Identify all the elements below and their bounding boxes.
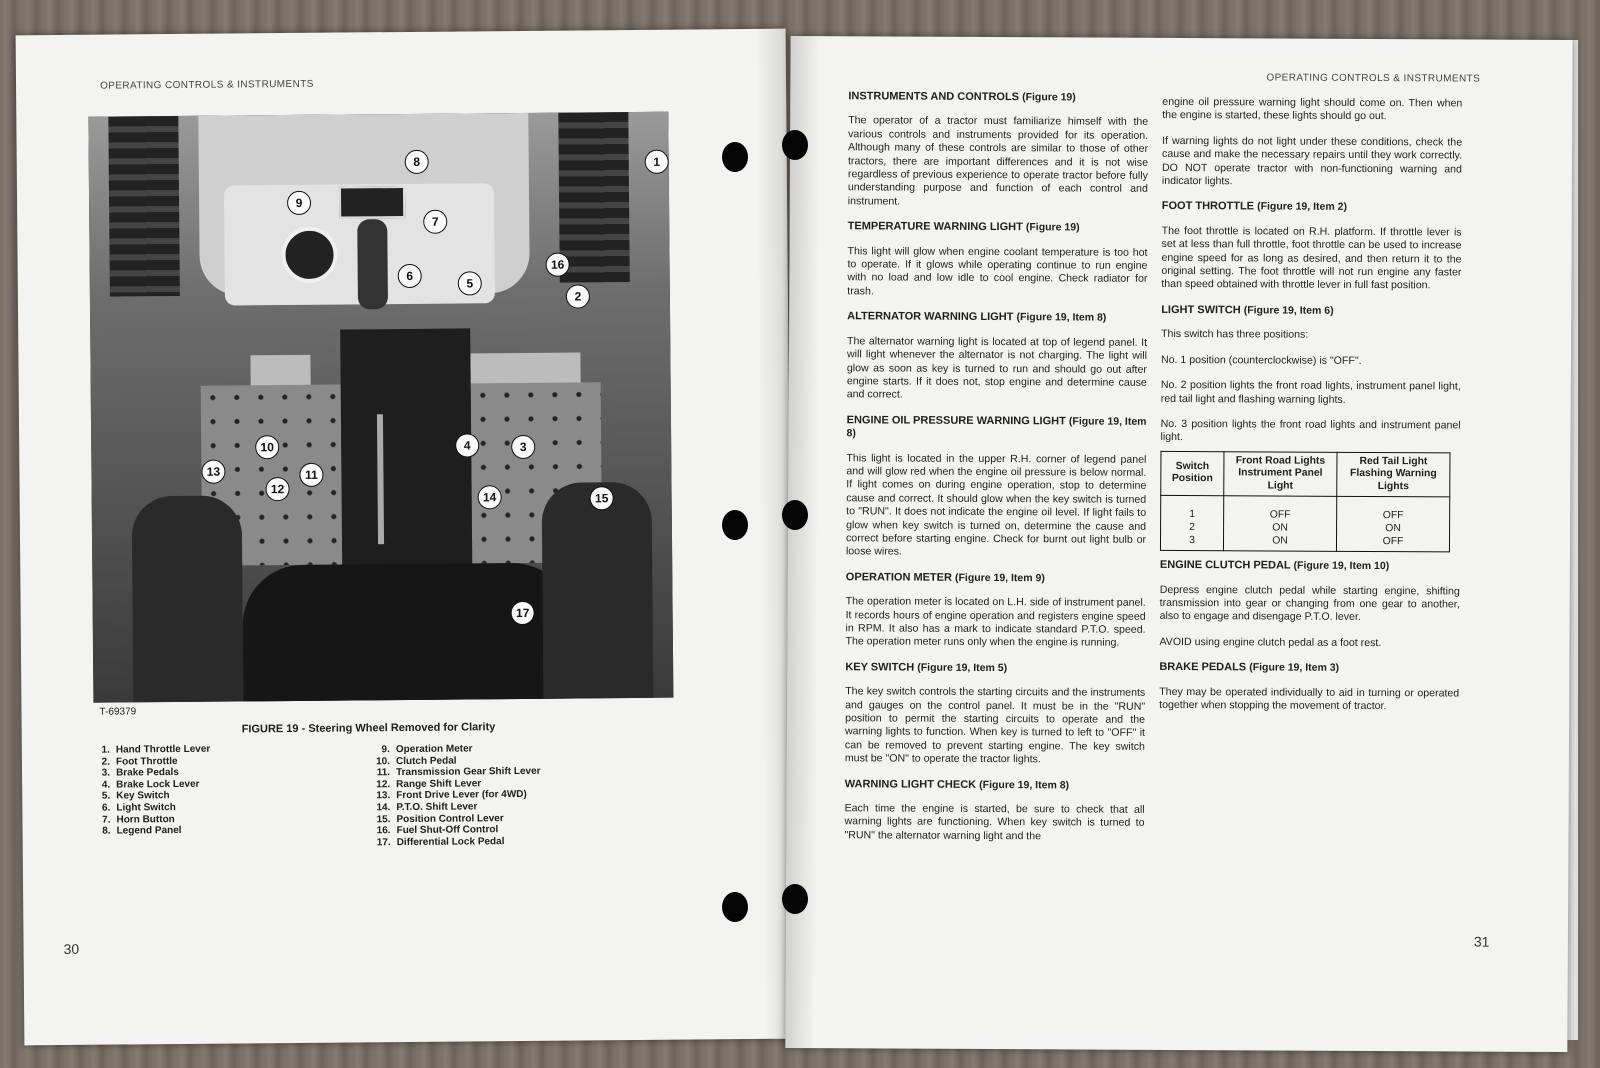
legend-item: 12. Range Shift Lever: [376, 778, 482, 791]
paragraph: The foot throttle is located on R.H. platform. If throttle lever is set at less than full throttle, foot throttle can be used to increase engine speed for as long as desired, and then return it to the original setting. The foot throttle will not run engine any faster than speed obtained with throttle lever in full fast position.: [1161, 224, 1462, 292]
legend-item: 8. Legend Panel: [102, 825, 182, 837]
gauge-graphic: [281, 227, 337, 283]
section-heading: LIGHT SWITCH (Figure 19, Item 6): [1161, 303, 1334, 317]
callout-14: 14: [478, 485, 502, 509]
table-row: [1160, 496, 1449, 553]
paragraph: No. 3 position lights the front road lights and instrument panel light.: [1160, 417, 1461, 444]
callout-2: 2: [566, 284, 590, 308]
legend-item: 2. Foot Throttle: [101, 755, 178, 768]
table-header: Red Tail Light Flashing Warning Lights: [1337, 452, 1450, 497]
callout-17: 17: [511, 601, 535, 625]
legend-item: 3. Brake Pedals: [101, 767, 179, 779]
binder-hole: [782, 500, 808, 530]
section-heading: WARNING LIGHT CHECK (Figure 19, Item 8): [844, 777, 1070, 792]
binder-hole: [722, 892, 748, 922]
callout-4: 4: [455, 433, 479, 457]
callout-15: 15: [590, 486, 614, 510]
paragraph: They may be operated individually to aid in turning or operated together when stopping the movement of tractor.: [1159, 685, 1460, 713]
table-header: Front Road Lights Instrument Panel Light: [1224, 451, 1337, 496]
legend-item: 9. Operation Meter: [381, 743, 473, 756]
callout-5: 5: [458, 271, 482, 295]
table-cell: OFF ON OFF: [1336, 497, 1449, 553]
table-cell: 1 2 3: [1160, 496, 1223, 551]
paragraph: This light will glow when engine coolant temperature is too hot to operate. If it glows while operating continue to run engine with no load and low idle to cool engine. Check radiator for trash.: [847, 244, 1148, 298]
table-cell: OFF ON ON: [1223, 496, 1336, 552]
paragraph: The key switch controls the starting circuits and the instruments and gauges on the control panel. It must be in the "RUN" position to permit the starting circuits to operate and the warning lights to function. When key is turned to left to "OFF" it can be removed to prevent starting engine. The key switch must be "ON" to operate the tractor lights.: [844, 685, 1146, 766]
section-heading: ENGINE CLUTCH PEDAL (Figure 19, Item 10): [1159, 559, 1390, 573]
running-head-right: OPERATING CONTROLS & INSTRUMENTS: [1266, 72, 1481, 85]
right-tire: [558, 112, 629, 283]
section-heading: OPERATION METER (Figure 19, Item 9): [845, 571, 1045, 585]
left-tire: [108, 116, 180, 297]
shift-lever: [377, 414, 384, 544]
figure-19-photo: [88, 112, 673, 703]
paragraph: engine oil pressure warning light should come on. Then when the engine is started, these lights should go out.: [1162, 95, 1463, 123]
text-column-2: [1159, 96, 1462, 726]
page-number-left: 30: [63, 940, 80, 957]
legend-item: 16. Fuel Shut-Off Control: [376, 824, 499, 837]
left-fender: [132, 495, 244, 702]
legend-list-left: [88, 744, 211, 838]
paragraph: If warning lights do not light under these conditions, check the cause and make the necessary repairs until they work correctly. DO NOT operate tractor with non-functioning warning and indicator lights.: [1161, 134, 1463, 188]
legend-item: 7. Horn Button: [102, 813, 175, 826]
text-column-1: [844, 90, 1148, 856]
right-page: [785, 36, 1572, 1052]
light-switch-table: [1160, 451, 1451, 553]
binder-hole: [722, 142, 748, 172]
legend-item: 13. Front Drive Lever (for 4WD): [376, 789, 527, 802]
left-page: [16, 29, 795, 1046]
table-header-row: [1161, 451, 1450, 497]
section-heading: KEY SWITCH (Figure 19, Item 5): [845, 661, 1008, 674]
section-heading: INSTRUMENTS AND CONTROLS (Figure 19): [848, 90, 1076, 104]
paragraph: This light is located in the upper R.H. corner of legend panel and will glow red when the engine oil pressure is below normal. If light comes on during engine operation, stop to determine cause and correct. It should glow when the key switch is turned to "RUN". It does not indicate the engine oil level. If light fails to glow when key switch is turned on, determine the cause and correct before starting engine. Check for burnt out light bulb or loose wires.: [845, 451, 1147, 558]
paragraph: Each time the engine is started, be sure to check that all warning lights are functioning. When key switch is turned to "RUN" the alternator warning light and the: [844, 802, 1145, 843]
legend-item: 15. Position Control Lever: [376, 812, 504, 825]
binder-hole: [782, 130, 808, 160]
callout-16: 16: [546, 253, 570, 277]
paragraph: The operator of a tractor must familiarize himself with the various controls and instruments provided for its operation. Although many of these controls are similar to those of other tractors, there are important differences and it is not wise regardless of previous experience to operate tractor before fully understanding purpose and function of each control and instrument.: [847, 114, 1149, 208]
legend-item: 6. Light Switch: [101, 801, 176, 814]
page-number-right: 31: [1473, 933, 1490, 950]
legend-item: 5. Key Switch: [101, 790, 170, 803]
legend-panel-graphic: [339, 186, 405, 219]
callout-10: 10: [255, 435, 279, 459]
legend-item: 17. Differential Lock Pedal: [376, 835, 505, 849]
callout-3: 3: [511, 435, 535, 459]
binder-hole: [722, 510, 748, 540]
running-head-left: OPERATING CONTROLS & INSTRUMENTS: [100, 78, 314, 92]
paragraph: Depress engine clutch pedal while starting engine, shifting transmission into gear or changing from one gear to another, also to engage and disengage P.T.O. lever.: [1159, 583, 1460, 624]
callout-12: 12: [265, 477, 289, 501]
right-fender: [542, 482, 654, 699]
callout-6: 6: [398, 264, 422, 288]
figure-caption: FIGURE 19 - Steering Wheel Removed for Clarity: [241, 721, 496, 736]
paragraph: No. 2 position lights the front road lights, instrument panel light, red tail light and flashing warning lights.: [1160, 378, 1461, 406]
legend-item: 1. Hand Throttle Lever: [101, 743, 211, 756]
callout-9: 9: [287, 191, 311, 215]
paragraph: The alternator warning light is located at top of legend panel. It will light whenever the alternator is not charging. The light will glow as soon as key is turned to run and should go out after engine starts. If it does not, stop engine and determine cause and correct.: [846, 334, 1148, 401]
section-heading: TEMPERATURE WARNING LIGHT (Figure 19): [847, 220, 1080, 234]
callout-13: 13: [201, 460, 225, 484]
legend-item: 11. Transmission Gear Shift Lever: [376, 766, 541, 779]
photo-code: T-69379: [99, 706, 137, 718]
legend-list-right: [368, 743, 541, 849]
legend-item: 14. P.T.O. Shift Lever: [376, 801, 478, 814]
seat: [242, 563, 573, 703]
paragraph: This switch has three positions:: [1161, 328, 1309, 341]
section-heading: ALTERNATOR WARNING LIGHT (Figure 19, Item 8): [847, 310, 1107, 324]
callout-1: 1: [645, 150, 669, 174]
table-header: Switch Position: [1161, 451, 1224, 496]
paragraph: No. 1 position (counterclockwise) is "OFF".: [1160, 353, 1362, 367]
callout-8: 8: [405, 150, 429, 174]
legend-item: 4. Brake Lock Lever: [101, 778, 200, 791]
paragraph: AVOID using engine clutch pedal as a foot rest.: [1159, 635, 1382, 649]
section-heading: ENGINE OIL PRESSURE WARNING LIGHT (Figure 19, Item 8): [846, 413, 1147, 440]
section-heading: BRAKE PEDALS (Figure 19, Item 3): [1159, 661, 1340, 675]
section-heading: FOOT THROTTLE (Figure 19, Item 2): [1161, 200, 1347, 214]
legend-item: 10. Clutch Pedal: [376, 755, 457, 767]
callout-7: 7: [423, 210, 447, 234]
paragraph: The operation meter is located on L.H. side of instrument panel. It records hours of engine operation and registers engine speed in RPM. It also has a mark to indicate standard P.T.O. speed. The operation meter runs only when the engine is running.: [845, 595, 1146, 650]
binder-hole: [782, 884, 808, 914]
steering-column: [357, 219, 388, 309]
callout-11: 11: [299, 463, 323, 487]
